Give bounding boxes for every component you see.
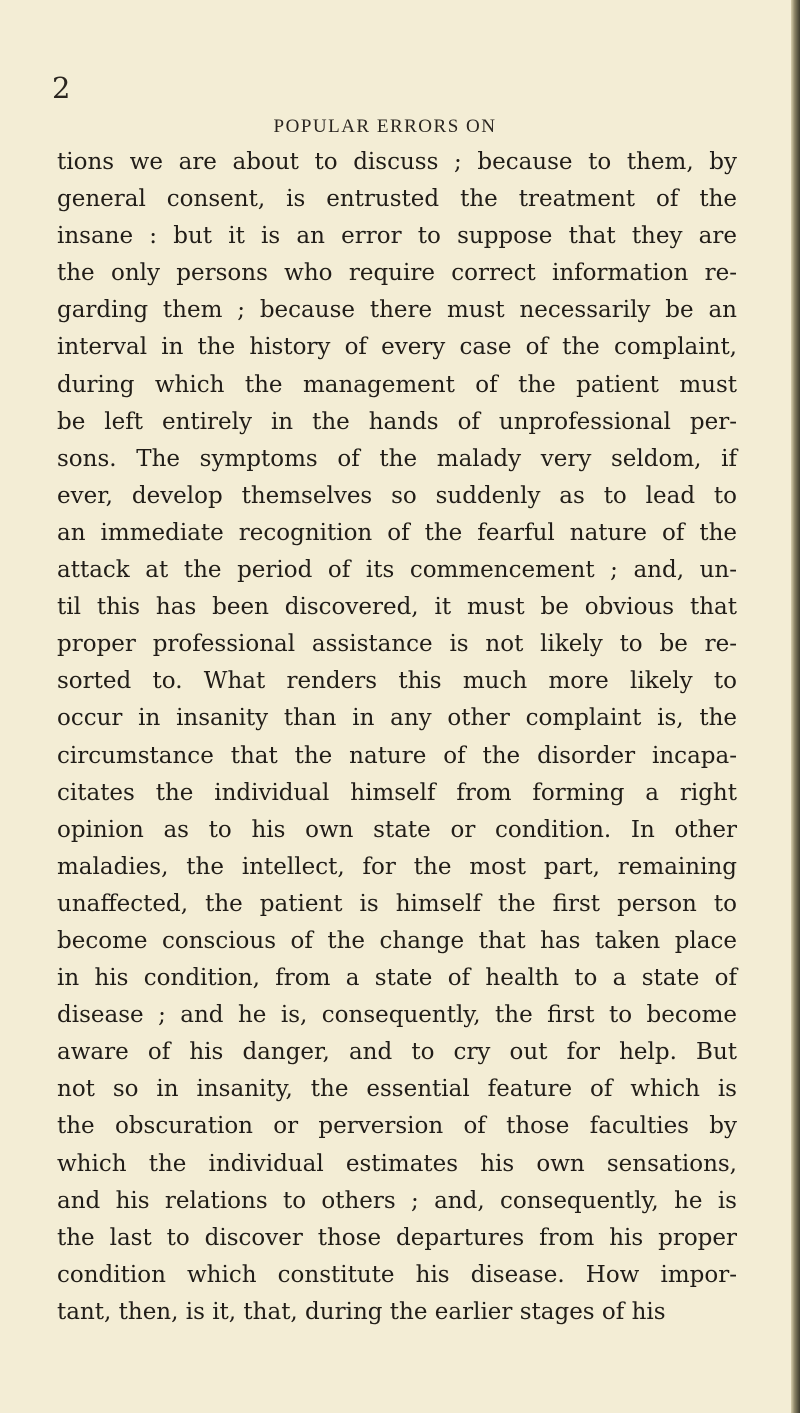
text-line: disease ; and he is, consequently, the first to become (57, 1002, 737, 1029)
text-line: proper professional assistance is not likely to be re- (57, 631, 737, 658)
page-edge-shadow (791, 0, 800, 1413)
text-line: during which the management of the patient must (57, 371, 737, 398)
text-line: condition which constitute his disease. How impor- (57, 1261, 737, 1288)
page-number: 2 (52, 71, 71, 105)
text-line: occur in insanity than in any other complaint is, the (57, 705, 737, 732)
text-line: attack at the period of its commencement ; and, un- (57, 557, 737, 584)
text-line: the only persons who require correct information re- (57, 260, 737, 287)
text-line: interval in the history of every case of the complaint, (57, 334, 737, 361)
text-line: maladies, the intellect, for the most part, remaining (57, 853, 737, 880)
text-line: insane : but it is an error to suppose that they are (57, 223, 737, 250)
text-line: and his relations to others ; and, consequently, he is (57, 1187, 737, 1214)
text-line: circumstance that the nature of the disorder incapa- (57, 742, 737, 769)
body-text (57, 144, 737, 1331)
text-line: not so in insanity, the essential feature of which is (57, 1076, 737, 1103)
text-line: garding them ; because there must necessarily be an (57, 297, 737, 324)
text-line: be left entirely in the hands of unprofessional per- (57, 408, 737, 435)
text-line: general consent, is entrusted the treatment of the (57, 186, 737, 213)
text-line: sons. The symptoms of the malady very seldom, if (57, 445, 737, 472)
text-line: unaffected, the patient is himself the first person to (57, 890, 737, 917)
text-line: ever, develop themselves so suddenly as to lead to (57, 482, 737, 509)
text-line: in his condition, from a state of health to a state of (57, 965, 737, 992)
running-head: POPULAR ERRORS ON (273, 116, 497, 137)
text-line: become conscious of the change that has taken place (57, 927, 737, 954)
text-line: the obscuration or perversion of those faculties by (57, 1113, 737, 1140)
text-line: opinion as to his own state or condition. In other (57, 816, 737, 843)
text-line: aware of his danger, and to cry out for help. But (57, 1039, 737, 1066)
text-line: the last to discover those departures from his proper (57, 1224, 737, 1251)
text-line: citates the individual himself from forming a right (57, 779, 737, 806)
text-line: an immediate recognition of the fearful nature of the (57, 519, 737, 546)
text-line: tions we are about to discuss ; because to them, by (57, 149, 737, 175)
text-line: sorted to. What renders this much more likely to (57, 668, 737, 695)
text-line: til this has been discovered, it must be obvious that (57, 594, 737, 621)
text-line: which the individual estimates his own sensations, (57, 1150, 737, 1177)
text-line: tant, then, is it, that, during the earlier stages of his (57, 1298, 666, 1325)
